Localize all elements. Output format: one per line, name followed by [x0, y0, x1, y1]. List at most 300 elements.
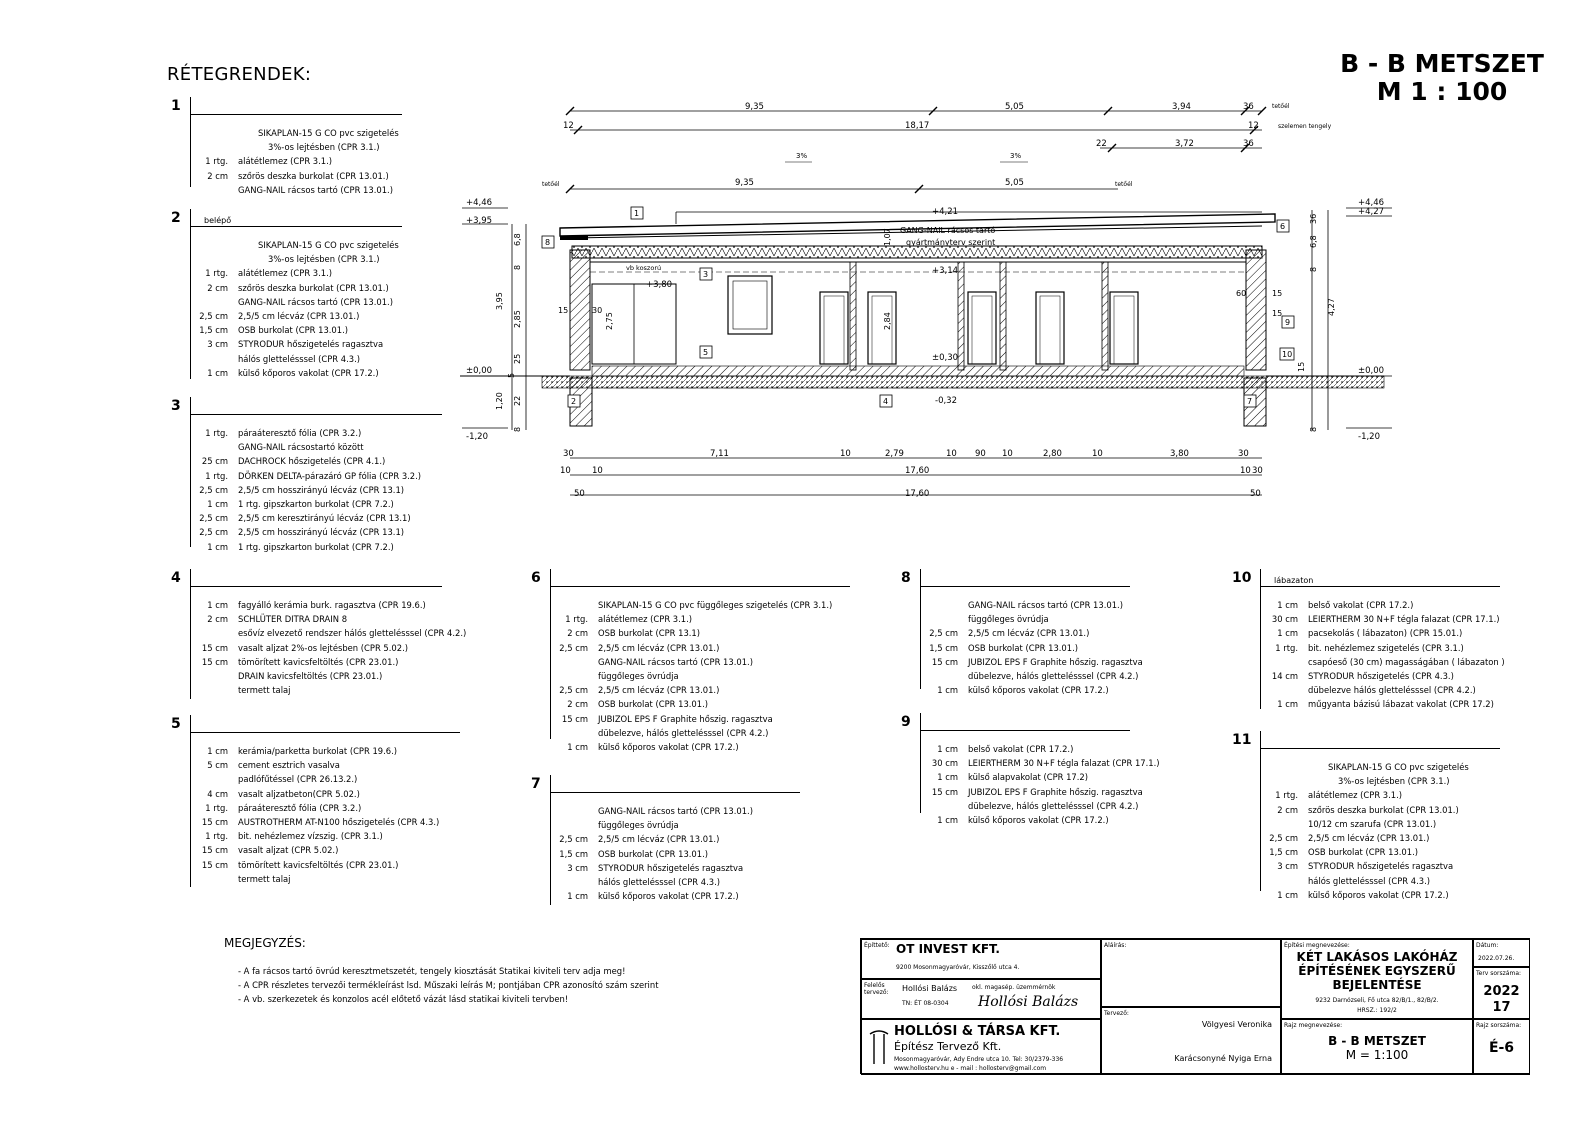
company-web: www.hollosterv.hu e - mail : hollosterv@gmail.com — [894, 1065, 1047, 1072]
signature: Hollósi Balázs — [978, 994, 1079, 1010]
client-label: Építtető: — [864, 942, 890, 949]
layer-thickness: 2 cm — [1277, 804, 1298, 815]
layer-thickness: 5 cm — [207, 760, 228, 771]
dim-label: 36 — [1243, 102, 1254, 112]
vdim-label: 8 — [513, 264, 522, 270]
layer-material: OSB burkolat (CPR 13.1) — [598, 628, 701, 639]
layer-material: tömörített kavicsfeltöltés (CPR 23.01.) — [238, 656, 399, 667]
layer-section-number: 2 — [171, 210, 181, 226]
vdim-label: 6,8 — [513, 233, 522, 246]
layer-thickness: 25 cm — [201, 456, 228, 467]
layer-material: GANG-NAIL rácsos tartó (CPR 13.01.) — [598, 806, 753, 816]
layer-section-number: 4 — [171, 570, 181, 586]
project-title — [1282, 950, 1472, 992]
project-cell — [1281, 939, 1473, 1019]
client-name: OT INVEST KFT. — [896, 942, 1000, 956]
layer-material: dübelezve, hálós glettelésssel (CPR 4.2.) — [968, 800, 1139, 811]
designer-cell — [861, 979, 1101, 1019]
project-title-line: ÉPÍTÉSÉNEK EGYSZERŰ — [1298, 964, 1456, 978]
date-cell — [1473, 939, 1530, 967]
layer-material: szőrös deszka burkolat (CPR 13.01.) — [238, 170, 389, 181]
layer-thickness: 1 rtg. — [565, 614, 588, 625]
layer-thickness: 3 cm — [1277, 861, 1298, 872]
dim-label: 12 — [1248, 121, 1259, 131]
layer-material: függőleges övrúdja — [968, 614, 1049, 625]
layer-material: alátétlemez (CPR 3.1.) — [1308, 790, 1403, 801]
layer-thickness: 1 rtg. — [1275, 642, 1298, 653]
dim-label: 30 — [1252, 466, 1263, 476]
vdim-label: 1,07 — [883, 228, 892, 246]
layer-material: LEIERTHERM 30 N+F tégla falazat (CPR 17.1.) — [968, 758, 1160, 769]
layer-section-number: 7 — [531, 776, 541, 792]
note-line: - A fa rácsos tartó övrúd keresztmetszetét, tengely kiosztását Statikai kiviteli terv adja meg! — [238, 966, 626, 976]
layer-material: JUBIZOL EPS F Graphite hőszig. ragasztva — [968, 656, 1143, 667]
layer-material: csapóeső (30 cm) magasságában ( lábazaton ) — [1308, 656, 1505, 667]
level-label: -1,20 — [466, 432, 488, 442]
layer-material: DACHROCK hőszigetelés (CPR 4.1.) — [238, 456, 386, 467]
layer-thickness: 2,5 cm — [929, 628, 958, 639]
dim-label: 10 — [946, 449, 957, 459]
layer-material: GANG-NAIL rácsos tartó (CPR 13.01.) — [238, 184, 393, 195]
layer-section-number: 8 — [901, 570, 911, 586]
layer-material: GANG-NAIL rácsostartó között — [238, 442, 364, 453]
layer-material: 2,5/5 cm lécváz (CPR 13.01.) — [598, 834, 720, 845]
layer-material: dübelezve, hálós glettelésssel (CPR 4.2.) — [968, 671, 1139, 682]
dim-label: 2,80 — [1043, 449, 1062, 459]
layer-thickness: 15 cm — [201, 859, 228, 870]
project-hrsz: HRSZ.: 192/2 — [1357, 1007, 1397, 1014]
vdim-label: 15 — [1272, 309, 1283, 318]
layer-thickness: 1 cm — [937, 772, 958, 783]
layer-thickness: 1 cm — [937, 815, 958, 826]
drawing-name-label: Rajz megnevezése: — [1284, 1022, 1343, 1029]
note-line: - A vb. szerkezetek és konzolos acél előtető vázát lásd statikai kiviteli tervben! — [238, 994, 569, 1004]
layer-material: cement esztrich vasalva — [238, 760, 340, 771]
layer-material: JUBIZOL EPS F Graphite hőszig. ragasztva — [598, 713, 773, 724]
layer-material: JUBIZOL EPS F Graphite hőszig. ragasztva — [968, 786, 1143, 797]
layer-material: dübelezve, hálós glettelésssel (CPR 4.2.) — [598, 727, 769, 738]
layer-thickness: 1 cm — [1277, 889, 1298, 900]
layer-material: külső kőporos vakolat (CPR 17.2.) — [238, 367, 379, 378]
layer-thickness: 30 cm — [931, 758, 958, 769]
vdim-label: 22 — [513, 395, 522, 406]
layer-thickness: 1,5 cm — [559, 848, 588, 859]
level-label: +3,95 — [466, 216, 493, 226]
layer-thickness: 3 cm — [567, 862, 588, 873]
designer-label: Felelős tervező: — [864, 982, 889, 996]
dim-label: 30 — [563, 449, 574, 459]
roof-note: tetőél — [542, 181, 560, 188]
layer-material: külső alapvakolat (CPR 17.2) — [968, 772, 1089, 783]
layer-material: 3%-os lejtésben (CPR 3.1.) — [268, 142, 380, 153]
dim-label: 7,11 — [710, 449, 729, 459]
callout-label: 10 — [1282, 350, 1293, 359]
layer-material: alátétlemez (CPR 3.1.) — [238, 156, 333, 167]
layer-material: tömörített kavicsfeltöltés (CPR 23.01.) — [238, 859, 399, 870]
layer-material: OSB burkolat (CPR 13.01.) — [238, 325, 349, 336]
company-address: Mosonmagyaróvár, Ady Endre utca 10. Tel: 30/2379-336 — [894, 1056, 1064, 1063]
layer-material: 2,5/5 cm hosszirányú lécváz (CPR 13.1) — [238, 527, 405, 538]
layer-thickness: 15 cm — [561, 713, 588, 724]
dim-label: 22 — [1096, 139, 1107, 149]
level-label: ±0,00 — [466, 366, 493, 376]
layer-material: szőrös deszka burkolat (CPR 13.01.) — [1308, 804, 1459, 815]
sheet-scale: M 1 : 100 — [1376, 77, 1508, 106]
layer-thickness: 2,5 cm — [199, 484, 228, 495]
layer-thickness: 15 cm — [201, 656, 228, 667]
vdim-label: 2,75 — [605, 312, 614, 330]
openings — [592, 276, 1138, 364]
layer-material: hálós glettelésssel (CPR 4.3.) — [238, 353, 361, 364]
dim-label: 9,35 — [735, 178, 754, 188]
date-label: Dátum: — [1476, 942, 1499, 949]
layer-material: hálós glettelésssel (CPR 4.3.) — [598, 877, 721, 888]
signature-label: Aláírás: — [1104, 942, 1127, 949]
layer-material: DRAIN kavicsfeltöltés (CPR 23.01.) — [238, 671, 383, 682]
layer-thickness: 15 cm — [201, 642, 228, 653]
layer-thickness: 15 cm — [931, 656, 958, 667]
layer-material: külső kőporos vakolat (CPR 17.2.) — [968, 815, 1109, 826]
dim-label: 10 — [1092, 449, 1103, 459]
layer-material: belső vakolat (CPR 17.2.) — [968, 744, 1074, 754]
layer-thickness: 1 cm — [1277, 699, 1298, 710]
layer-material: 2,5/5 cm lécváz (CPR 13.01.) — [598, 642, 720, 653]
vdim-label: 15 — [558, 306, 569, 315]
layer-thickness: 3 cm — [207, 339, 228, 350]
sheet-number-cell — [1473, 1019, 1530, 1075]
drawing-scale: M = 1:100 — [1345, 1048, 1409, 1062]
layer-thickness: 1 rtg. — [205, 802, 228, 813]
dim-label: 10 — [840, 449, 851, 459]
layer-thickness: 1,5 cm — [1269, 847, 1298, 858]
layer-material: páraáteresztő fólia (CPR 3.2.) — [238, 428, 362, 438]
dim-label: 10 — [1002, 449, 1013, 459]
gangnail-note: gyártmányterv szerint — [906, 238, 996, 247]
layer-thickness: 1 cm — [207, 746, 228, 756]
layer-material: 2,5/5 cm lécváz (CPR 13.01.) — [238, 311, 360, 322]
layer-section-number: 3 — [171, 398, 181, 414]
layer-material: bit. nehézlemez szigetelés (CPR 3.1.) — [1308, 642, 1464, 653]
vdim-label: 60 — [1236, 289, 1247, 298]
layer-thickness: 15 cm — [201, 817, 228, 828]
layer-material: 1 rtg. gipszkarton burkolat (CPR 7.2.) — [238, 499, 394, 510]
level-label: +4,27 — [1358, 207, 1385, 217]
layer-material: STYRODUR hőszigetelés (CPR 4.3.) — [1308, 671, 1454, 682]
layer-material: SIKAPLAN-15 G CO pvc szigetelés — [258, 128, 399, 138]
layer-thickness: 1 rtg. — [205, 428, 228, 438]
vb-koszoru-note: vb koszorú — [626, 264, 662, 272]
top-dimension-labels — [542, 102, 1332, 188]
layer-thickness: 1 rtg. — [1275, 790, 1298, 801]
layer-section-number: 10 — [1232, 570, 1252, 586]
dim-label: 3,72 — [1175, 139, 1194, 149]
layer-thickness: 2 cm — [207, 614, 228, 625]
layer-material: LEIERTHERM 30 N+F tégla falazat (CPR 17.1.) — [1308, 614, 1500, 625]
vdim-label: 8 — [1309, 426, 1318, 432]
callout-label: 6 — [1280, 222, 1286, 231]
company-subtitle: Építész Tervező Kft. — [894, 1040, 1002, 1053]
layer-material: alátétlemez (CPR 3.1.) — [598, 614, 693, 625]
callout-label: 5 — [703, 348, 709, 357]
layer-material: pacsekolás ( lábazaton) (CPR 15.01.) — [1308, 628, 1463, 639]
layer-thickness: 4 cm — [207, 788, 228, 799]
layer-material: STYRODUR hőszigetelés ragasztva — [1308, 861, 1454, 872]
drafter-1: Völgyesi Veronika — [1201, 1020, 1272, 1029]
dim-label: 3,80 — [1170, 449, 1189, 459]
layer-thickness: 1 cm — [207, 541, 228, 552]
vdim-label: 3,95 — [495, 292, 504, 310]
layer-material: 1 rtg. gipszkarton burkolat (CPR 7.2.) — [238, 541, 394, 552]
layer-section-caption: belépő — [204, 216, 232, 225]
vdim-label: 2,84 — [883, 312, 892, 330]
drafter-cell — [1101, 1007, 1281, 1075]
layer-material: függőleges övrúdja — [598, 820, 679, 831]
layer-material: 2,5/5 cm lécváz (CPR 13.01.) — [1308, 833, 1430, 844]
layer-material: műgyanta bázisú lábazat vakolat (CPR 17.2) — [1308, 699, 1494, 710]
level-label: ±0,00 — [1358, 366, 1385, 376]
layer-thickness: 2 cm — [567, 699, 588, 710]
project-title-line: BEJELENTÉSE — [1332, 978, 1422, 992]
layer-material: hálós glettelésssel (CPR 4.3.) — [1308, 875, 1431, 886]
level-label: -0,32 — [935, 396, 957, 406]
slope-label: 3% — [796, 152, 808, 160]
designer-name: Hollósi Balázs — [902, 984, 958, 993]
layer-material: külső kőporos vakolat (CPR 17.2.) — [598, 891, 739, 902]
layer-material: páraáteresztő fólia (CPR 3.2.) — [238, 802, 362, 813]
layer-thickness: 2 cm — [207, 282, 228, 293]
layer-thickness: 2 cm — [207, 170, 228, 181]
vdim-label: 8 — [1309, 266, 1318, 272]
callout-label: 7 — [1247, 397, 1253, 406]
sheet-number-label: Rajz sorszáma: — [1476, 1022, 1522, 1029]
dim-label: 5,05 — [1005, 178, 1024, 188]
vdim-label: 8 — [513, 426, 522, 432]
layer-material: OSB burkolat (CPR 13.01.) — [598, 848, 709, 859]
top-dimensions — [566, 107, 1266, 495]
sheet-title-line1: B - B METSZET — [1340, 49, 1544, 78]
layer-thickness: 2,5 cm — [559, 642, 588, 653]
level-label: -1,20 — [1358, 432, 1380, 442]
vdim-label: 4,27 — [1327, 298, 1336, 316]
dim-label: 12 — [563, 121, 574, 131]
layer-material: SIKAPLAN-15 G CO pvc szigetelés — [1328, 762, 1469, 772]
project-title-line: KÉT LAKÁSOS LAKÓHÁZ — [1296, 950, 1458, 964]
plan-number-cell — [1473, 967, 1530, 1019]
dim-note: tetőél — [1272, 103, 1290, 110]
title-block — [860, 938, 1530, 1074]
dim-label: 18,17 — [905, 121, 930, 131]
layer-material: SCHLÜTER DITRA DRAIN 8 — [238, 614, 348, 625]
client-address: 9200 Mosonmagyaróvár, Kisszőlő utca 4. — [896, 964, 1020, 971]
dim-label: 10 — [1240, 466, 1251, 476]
sheet-number: É-6 — [1488, 1040, 1515, 1056]
dim-label: 50 — [1250, 489, 1261, 499]
vdim-label: 1,20 — [495, 392, 504, 410]
layer-material: STYRODUR hőszigetelés ragasztva — [238, 339, 384, 350]
layer-material: 2,5/5 cm hosszirányú lécváz (CPR 13.1) — [238, 484, 405, 495]
dim-label: 17,60 — [905, 466, 930, 476]
dim-label: 3,94 — [1172, 102, 1191, 112]
layer-material: 2,5/5 cm lécváz (CPR 13.01.) — [598, 685, 720, 696]
layers-title: RÉTEGRENDEK: — [167, 64, 312, 85]
roof-structure — [560, 212, 1275, 258]
layer-material: dübelezve hálós glettelésssel (CPR 4.2.) — [1308, 685, 1476, 696]
layer-thickness: 1 rtg. — [205, 268, 228, 279]
layer-material: külső kőporos vakolat (CPR 17.2.) — [1308, 889, 1449, 900]
layer-thickness: 1 cm — [207, 600, 228, 610]
layer-thickness: 1 rtg. — [205, 470, 228, 481]
layer-thickness: 1 rtg. — [205, 831, 228, 842]
callout-label: 1 — [634, 209, 640, 218]
signature-cell — [1101, 939, 1281, 1007]
vdim-label: 36 — [1309, 213, 1318, 224]
client-cell — [861, 939, 1101, 979]
dim-note: szelemen tengely — [1278, 123, 1332, 130]
layer-material: termett talaj — [238, 685, 291, 696]
layer-material: külső kőporos vakolat (CPR 17.2.) — [598, 742, 739, 753]
layer-material: STYRODUR hőszigetelés ragasztva — [598, 862, 744, 873]
layer-thickness: 1 cm — [207, 367, 228, 378]
layer-thickness: 1 cm — [567, 891, 588, 902]
designer-role: okl. magasép. üzemmérnök — [972, 984, 1056, 991]
date: 2022.07.26. — [1478, 955, 1515, 962]
drawing-name-cell — [1281, 1019, 1473, 1075]
layer-thickness: 1 cm — [937, 685, 958, 696]
layer-material: vasalt aljzat 2%-os lejtésben (CPR 5.02.) — [238, 642, 408, 653]
layer-section-number: 9 — [901, 714, 911, 730]
vdim-label: 2,85 — [513, 310, 522, 328]
plan-number-label: Terv sorszáma: — [1476, 970, 1522, 977]
layer-section-number: 11 — [1232, 732, 1252, 748]
layer-section-number: 6 — [531, 570, 541, 586]
layer-material: bit. nehézlemez vízszig. (CPR 3.1.) — [238, 831, 383, 842]
plan-number-year: 2022 — [1483, 984, 1520, 999]
layer-thickness: 2,5 cm — [559, 685, 588, 696]
dim-label: 5,05 — [1005, 102, 1024, 112]
layer-material: esővíz elvezető rendszer hálós glettelésssel (CPR 4.2.) — [238, 628, 467, 639]
layer-material: külső kőporos vakolat (CPR 17.2.) — [968, 685, 1109, 696]
layer-thickness: 15 cm — [201, 845, 228, 856]
callout-label: 4 — [883, 397, 889, 406]
dim-label: 50 — [574, 489, 585, 499]
layer-section-number: 5 — [171, 716, 181, 732]
layer-thickness: 2,5 cm — [199, 513, 228, 524]
layer-section-caption: lábazaton — [1274, 576, 1314, 585]
vdim-label: 5 — [507, 372, 516, 378]
layer-thickness: 30 cm — [1271, 614, 1298, 625]
project-label: Építési megnevezése: — [1284, 942, 1350, 949]
layer-material: AUSTROTHERM AT-N100 hőszigetelés (CPR 4.3.) — [238, 817, 440, 828]
layer-material: GANG-NAIL rácsos tartó (CPR 13.01.) — [238, 296, 393, 307]
company-name: HOLLÓSI & TÁRSA KFT. — [894, 1024, 1061, 1039]
dim-label: 10 — [592, 466, 603, 476]
layer-thickness: 1 cm — [937, 744, 958, 754]
layer-thickness: 1 cm — [1277, 600, 1298, 610]
layer-thickness: 2,5 cm — [199, 311, 228, 322]
layer-material: szőrös deszka burkolat (CPR 13.01.) — [238, 282, 389, 293]
layer-thickness: 1 cm — [567, 742, 588, 753]
layer-thickness: 1 cm — [1277, 628, 1298, 639]
callout-label: 9 — [1285, 318, 1291, 327]
layer-material: 3%-os lejtésben (CPR 3.1.) — [1338, 776, 1450, 787]
layer-material: padlófűtéssel (CPR 26.13.2.) — [238, 774, 358, 785]
designer-number: TN: ÉT 08-0304 — [902, 1000, 949, 1007]
layer-material: vasalt aljzatbeton(CPR 5.02.) — [238, 788, 360, 799]
layer-material: 10/12 cm szarufa (CPR 13.01.) — [1308, 818, 1437, 829]
dim-label: 17,60 — [905, 489, 930, 499]
roof-note: tetőél — [1115, 181, 1133, 188]
layer-material: kerámia/parketta burkolat (CPR 19.6.) — [238, 746, 398, 756]
layer-thickness: 1 cm — [207, 499, 228, 510]
vdim-label: 6,8 — [1309, 235, 1318, 248]
vdim-label: 15 — [1297, 361, 1306, 372]
level-label: +4,21 — [932, 207, 959, 217]
bottom-dimension-labels — [560, 449, 1263, 499]
layer-material: OSB burkolat (CPR 13.01.) — [598, 699, 709, 710]
layer-section-number: 1 — [171, 98, 181, 114]
layer-material: SIKAPLAN-15 G CO pvc szigetelés — [258, 240, 399, 250]
layer-material: DÖRKEN DELTA-párazáró GP fólia (CPR 3.2.) — [238, 470, 422, 481]
layer-thickness: 2,5 cm — [1269, 833, 1298, 844]
layer-thickness: 1 rtg. — [205, 156, 228, 167]
dim-label: 36 — [1243, 139, 1254, 149]
walls — [570, 250, 1266, 426]
slope-label: 3% — [1010, 152, 1022, 160]
level-label: +3,80 — [646, 280, 673, 290]
company-logo-icon — [868, 1028, 890, 1066]
layer-material: alátétlemez (CPR 3.1.) — [238, 268, 333, 279]
plan-number: 17 — [1492, 1000, 1511, 1015]
drawing-name: B - B METSZET — [1328, 1034, 1426, 1048]
layer-material: fagyálló kerámia burk. ragasztva (CPR 19.6.) — [238, 600, 426, 610]
dim-label: 10 — [560, 466, 571, 476]
gangnail-note: GANG-NAIL rácsos tartó — [900, 226, 996, 235]
layer-material: termett talaj — [238, 873, 291, 884]
layer-material: 3%-os lejtésben (CPR 3.1.) — [268, 254, 380, 265]
note-line: - A CPR részletes tervezői termékleírást lsd. Műszaki leírás M; pontjában CPR azonosító szám szerint — [238, 980, 659, 990]
layer-thickness: 15 cm — [931, 786, 958, 797]
layer-thickness: 2,5 cm — [199, 527, 228, 538]
callout-label: 8 — [545, 238, 551, 247]
layer-thickness: 2,5 cm — [559, 834, 588, 845]
layer-material: függőleges övrúdja — [598, 671, 679, 682]
layer-material: OSB burkolat (CPR 13.01.) — [968, 642, 1079, 653]
callout-label: 3 — [703, 270, 709, 279]
company-cell — [861, 1019, 1101, 1075]
layer-material: belső vakolat (CPR 17.2.) — [1308, 600, 1414, 610]
dim-label: 90 — [975, 449, 986, 459]
layer-material: SIKAPLAN-15 G CO pvc függőleges szigetelés (CPR 3.1.) — [598, 600, 833, 610]
drafter-2: Karácsonyné Nyiga Erna — [1174, 1054, 1272, 1063]
layer-thickness: 1,5 cm — [929, 642, 958, 653]
layer-material: 2,5/5 cm lécváz (CPR 13.01.) — [968, 628, 1090, 639]
dim-label: 2,79 — [885, 449, 904, 459]
layer-material: GANG-NAIL rácsos tartó (CPR 13.01.) — [598, 656, 753, 667]
level-label: ±0,30 — [932, 353, 959, 363]
vdim-label: 15 — [1272, 289, 1283, 298]
vdim-label: 30 — [592, 306, 603, 315]
project-address: 9232 Darnózseli, Fő utca 82/B/1., 82/B/2. — [1315, 997, 1439, 1004]
layer-material: 2,5/5 cm keresztirányú lécváz (CPR 13.1) — [238, 513, 411, 524]
dim-label: 30 — [1238, 449, 1249, 459]
layer-material: vasalt aljzat (CPR 5.02.) — [238, 845, 339, 856]
vdim-label: 25 — [513, 353, 522, 364]
dim-label: 9,35 — [745, 102, 764, 112]
level-label: +4,46 — [1358, 198, 1385, 208]
callout-label: 2 — [571, 397, 577, 406]
notes-title: MEGJEGYZÉS: — [224, 936, 306, 950]
level-label: +3,14 — [932, 266, 959, 276]
